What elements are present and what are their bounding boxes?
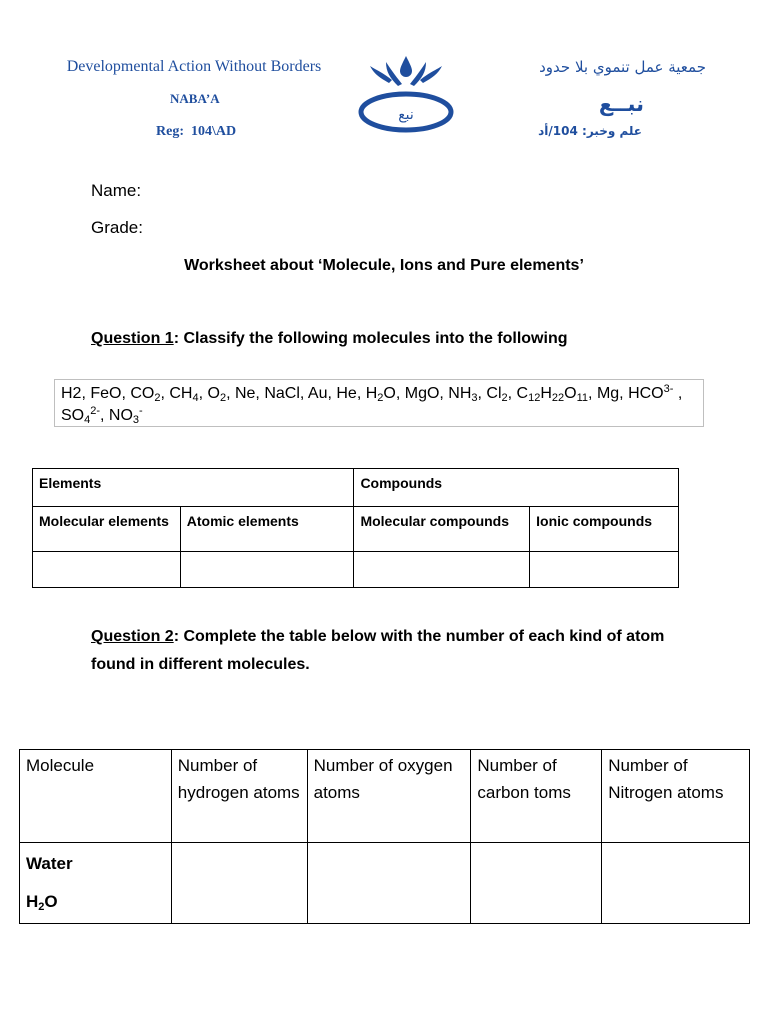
answer-cell-nitrogen[interactable] <box>602 843 750 924</box>
header-carbon-atoms: Number of carbon toms <box>471 750 602 843</box>
formula-item: NaCl <box>264 385 300 402</box>
header-hydrogen-atoms: Number of hydrogen atoms <box>171 750 307 843</box>
question-1-text: : Classify the following molecules into the following <box>173 330 568 347</box>
header-nitrogen-atoms: Number of Nitrogen atoms <box>602 750 750 843</box>
formula-item: $NO_3^-$ <box>108 405 143 426</box>
formula-item: $SO_4^{2-}$ <box>61 405 101 426</box>
question-1 <box>91 325 691 353</box>
question-1-label: Question 1 <box>91 330 174 347</box>
formula-item: Ne <box>234 385 256 402</box>
org-name-arabic: جمعية عمل تنموي بلا حدود <box>539 58 706 76</box>
formula-item: $O_2$ <box>207 385 227 404</box>
atom-count-table <box>19 749 750 924</box>
answer-cell-ionic-compounds[interactable] <box>530 552 679 588</box>
question-2-label: Question 2 <box>91 628 174 645</box>
formula-item: $CH_4$ <box>169 385 199 404</box>
registration-english: Reg: 104\AD <box>156 124 237 139</box>
registration-arabic: علم وخبر: 104/أد <box>538 124 642 138</box>
org-name-english: Developmental Action Without Borders <box>66 58 322 75</box>
atomic-elements-header: Atomic elements <box>180 507 354 552</box>
grade-field-label[interactable]: Grade: <box>91 218 143 237</box>
formula-item: $NH_3$ <box>448 385 478 404</box>
molecule-cell-water <box>20 843 172 924</box>
answer-cell-oxygen[interactable] <box>307 843 471 924</box>
naba-arabic: نبــع <box>598 92 644 116</box>
naba-english: NABA’A <box>170 91 220 106</box>
compounds-header: Compounds <box>354 469 679 507</box>
naba-logo <box>356 52 456 136</box>
formula-item: $C_{12}H_{22}O_{11}$ <box>516 385 589 404</box>
formula-item: MgO <box>404 385 440 402</box>
formula-item: He <box>336 385 357 402</box>
formula-item: $H_2O$ <box>365 385 396 404</box>
molecule-formula: $H_2O$ <box>26 892 58 913</box>
formula-item: $CO_2$ <box>130 385 161 404</box>
elements-header: Elements <box>33 469 354 507</box>
ionic-compounds-header: Ionic compounds <box>530 507 679 552</box>
logo-text: نبع <box>398 107 414 123</box>
answer-cell-molecular-elements[interactable] <box>33 552 181 588</box>
formula-item: $HCO^{3-}$ <box>628 383 674 402</box>
classification-table <box>32 468 679 588</box>
question-2-text: : Complete the table below with the number of each kind of atom found in different molecules. <box>91 628 665 673</box>
answer-cell-atomic-elements[interactable] <box>180 552 354 588</box>
answer-cell-hydrogen[interactable] <box>171 843 307 924</box>
formula-item: $Cl_2$ <box>486 385 508 404</box>
formula-item: Mg <box>596 385 620 402</box>
answer-cell-molecular-compounds[interactable] <box>354 552 530 588</box>
name-field-label[interactable]: Name: <box>91 181 142 200</box>
molecular-compounds-header: Molecular compounds <box>354 507 530 552</box>
formula-item: Au <box>307 385 328 402</box>
header-molecule: Molecule <box>20 750 172 843</box>
formula-item: FeO <box>90 385 122 402</box>
molecule-name: Water <box>26 854 73 873</box>
question-2 <box>91 623 681 679</box>
molecular-elements-header: Molecular elements <box>33 507 181 552</box>
formula-item: H2 <box>61 385 82 402</box>
formula-list-box: H2, FeO, $CO_2$, $CH_4$, $O_2$, Ne, NaCl, Au, He, $H_2O$, MgO, $NH_3$, $Cl_2$, $C_{12}H_{22}O_{11}$, Mg, $HCO^{3-}$ , $SO_4^{2-}$, $NO_3^-$ <box>54 379 704 427</box>
answer-cell-carbon[interactable] <box>471 843 602 924</box>
worksheet-title: Worksheet about ‘Molecule, Ions and Pure elements’ <box>184 257 584 274</box>
header-oxygen-atoms: Number of oxygen atoms <box>307 750 471 843</box>
water-drops-logo-icon <box>356 52 456 136</box>
